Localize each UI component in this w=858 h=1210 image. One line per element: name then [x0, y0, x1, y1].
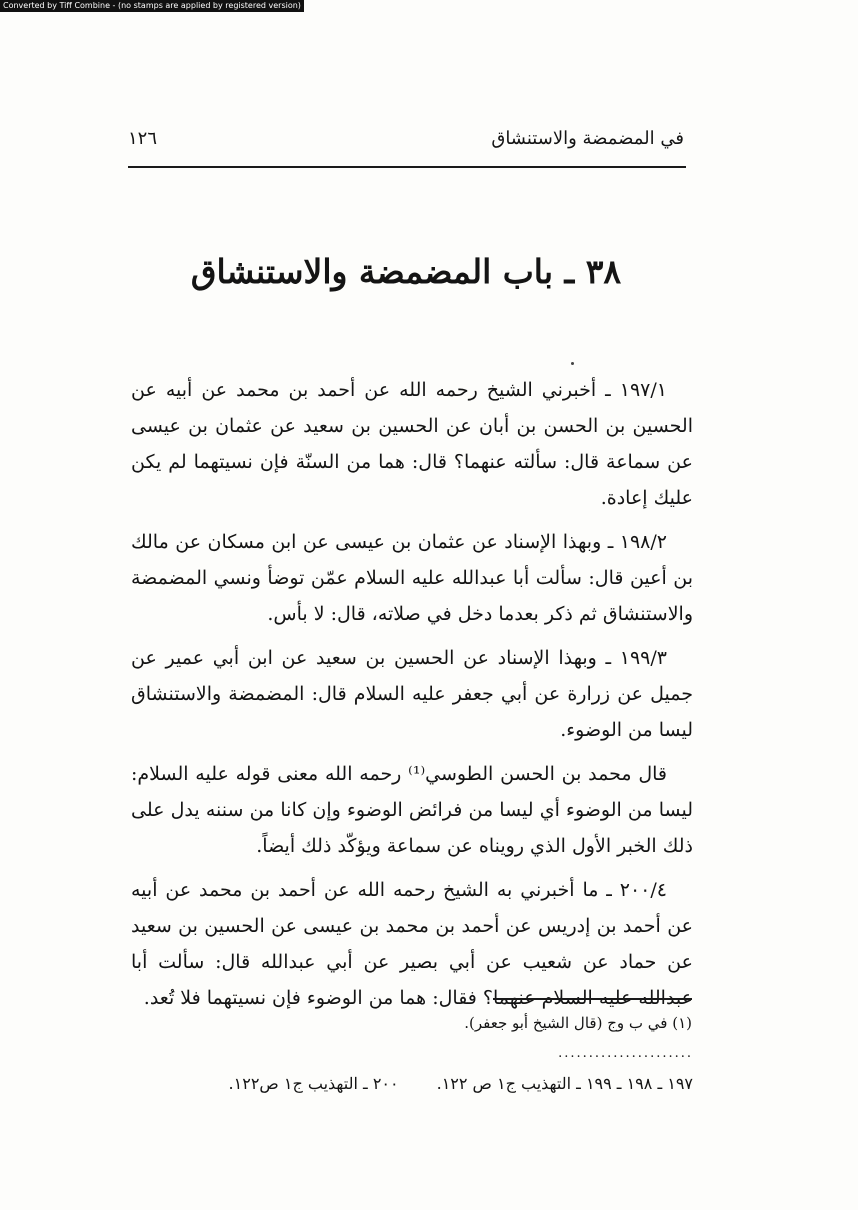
paragraph-hadith-199: ١٩٩/٣ ـ وبهذا الإسناد عن الحسين بن سعيد عن ابن أبي عمير عن جميل عن زرارة عن أبي جعفر عليه السلام قال: المضمضة والاستنشاق ليسا من الوضوء. — [131, 647, 693, 741]
paragraph-hadith-198: ١٩٨/٢ ـ وبهذا الإسناد عن عثمان بن عيسى عن ابن مسكان عن مالك بن أعين قال: سألت أبا عبدالله عليه السلام عمّن توضأ ونسي المضمضة والاستنشاق ثم ذكر بعدما دخل في صلاته، قال: لا بأس. — [131, 531, 693, 625]
main-text — [131, 372, 693, 1024]
references — [200, 1074, 693, 1093]
paragraph-hadith-197: ١٩٧/١ ـ أخبرني الشيخ رحمه الله عن أحمد بن محمد عن أبيه عن الحسين بن الحسن بن أبان عن الحسين بن سعيد عن عثمان بن عيسى عن سماعة قال: سألته عنهما؟ قال: هما من السنّة فإن نسيتهما لم يكن عليك إعادة. — [131, 379, 693, 509]
section-title: في المضمضة والاستنشاق — [491, 128, 684, 149]
header-rule — [128, 166, 686, 168]
speck — [571, 362, 574, 365]
reference-item: ١٩٧ ـ ١٩٨ ـ ١٩٩ ـ التهذيب ج١ ص ١٢٢. — [436, 1074, 693, 1093]
chapter-title: ٣٨ ـ باب المضمضة والاستنشاق — [190, 252, 622, 291]
footnote-rule — [493, 998, 692, 1000]
conversion-stamp: Converted by Tiff Combine - (no stamps are applied by registered version) — [0, 0, 304, 12]
reference-item: ٢٠٠ ـ التهذيب ج١ ص١٢٢. — [228, 1074, 399, 1093]
running-header — [128, 128, 684, 149]
footnote: (١) في ب وج (قال الشيخ أبو جعفر). — [464, 1014, 692, 1032]
page-number: ١٢٦ — [128, 128, 158, 149]
dotted-separator: ...................... — [558, 1046, 693, 1061]
paragraph-hadith-200: ٢٠٠/٤ ـ ما أخبرني به الشيخ رحمه الله عن أحمد بن محمد عن أبيه عن أحمد بن إدريس عن أحمد بن محمد بن عيسى عن الحسين بن سعيد عن حماد عن شعيب عن أبي بصير عن أبي عبدالله قال: سألت أبا عبدالله عليه السلام عنهما؟ فقال: هما من الوضوء فإن نسيتهما فلا تُعد. — [131, 879, 693, 1009]
paragraph-commentary: قال محمد بن الحسن الطوسي⁽¹⁾ رحمه الله معنى قوله عليه السلام: ليسا من الوضوء أي ليسا من فرائض الوضوء وإن كانا من سننه يدل على ذلك الخبر الأول الذي رويناه عن سماعة ويؤكّد ذلك أيضاً. — [131, 763, 693, 857]
